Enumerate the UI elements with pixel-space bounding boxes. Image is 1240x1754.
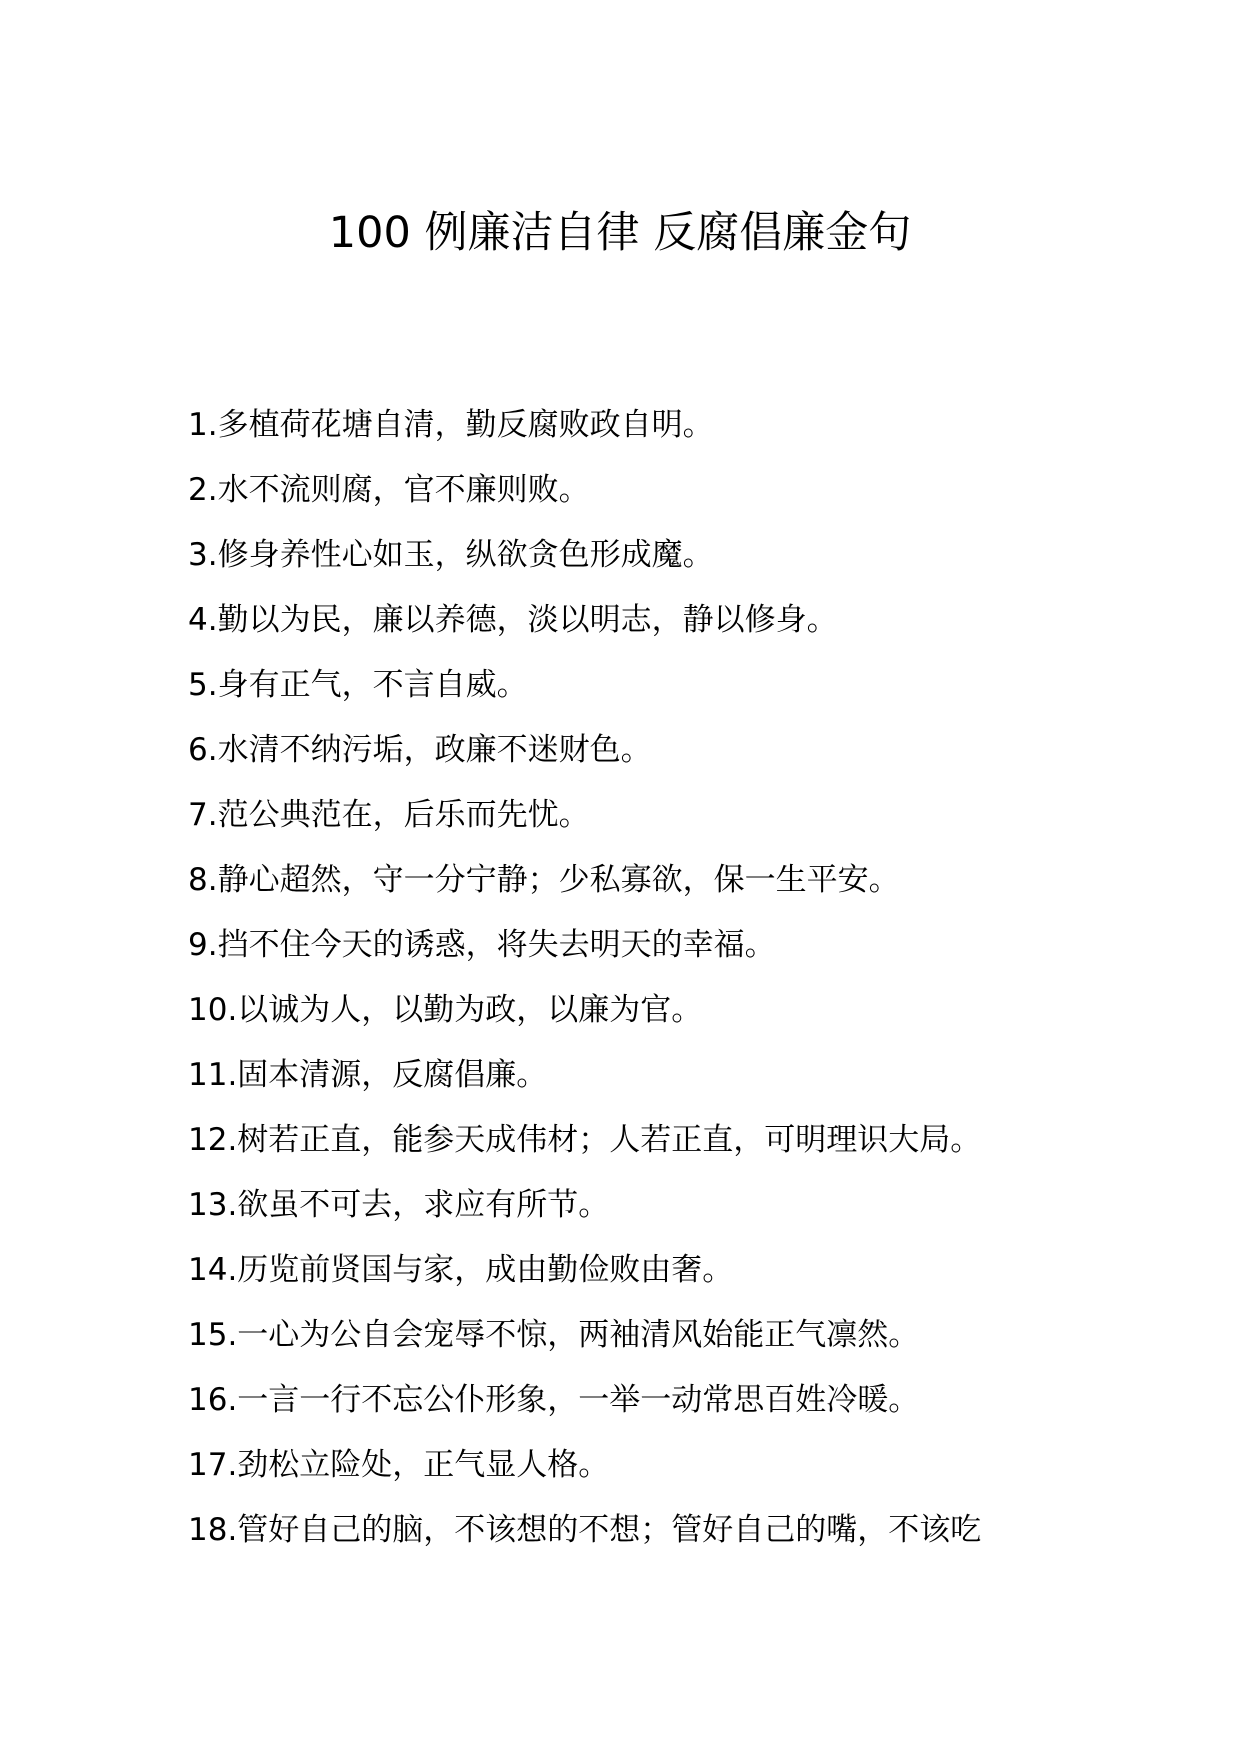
list-item: 15.一心为公自会宠辱不惊，两袖清风始能正气凛然。 (188, 1317, 920, 1353)
list-item: 14.历览前贤国与家，成由勤俭败由奢。 (188, 1252, 734, 1288)
list-item: 8.静心超然，守一分宁静；少私寡欲，保一生平安。 (188, 862, 900, 898)
list-item: 5.身有正气，不言自威。 (188, 667, 528, 703)
page-title: 100 例廉洁自律 反腐倡廉金句 (328, 208, 912, 258)
list-item: 6.水清不纳污垢，政廉不迷财色。 (188, 732, 652, 768)
list-item: 4.勤以为民，廉以养德，淡以明志，静以修身。 (188, 602, 838, 638)
list-item: 3.修身养性心如玉，纵欲贪色形成魔。 (188, 537, 714, 573)
list-item: 17.劲松立险处，正气显人格。 (188, 1447, 610, 1483)
list-item: 18.管好自己的脑，不该想的不想；管好自己的嘴，不该吃 (188, 1512, 982, 1548)
list-item: 2.水不流则腐，官不廉则败。 (188, 472, 590, 508)
quote-list (188, 393, 1128, 1563)
list-item: 10.以诚为人，以勤为政，以廉为官。 (188, 992, 703, 1028)
list-item: 16.一言一行不忘公仆形象，一举一动常思百姓冷暖。 (188, 1382, 920, 1418)
list-item: 13.欲虽不可去，求应有所节。 (188, 1187, 610, 1223)
list-item: 9.挡不住今天的诱惑，将失去明天的幸福。 (188, 927, 776, 963)
list-item: 1.多植荷花塘自清，勤反腐败政自明。 (188, 407, 714, 443)
list-item: 7.范公典范在，后乐而先忧。 (188, 797, 590, 833)
list-item: 11.固本清源，反腐倡廉。 (188, 1057, 548, 1093)
list-item: 12.树若正直，能参天成伟材；人若正直，可明理识大局。 (188, 1122, 982, 1158)
